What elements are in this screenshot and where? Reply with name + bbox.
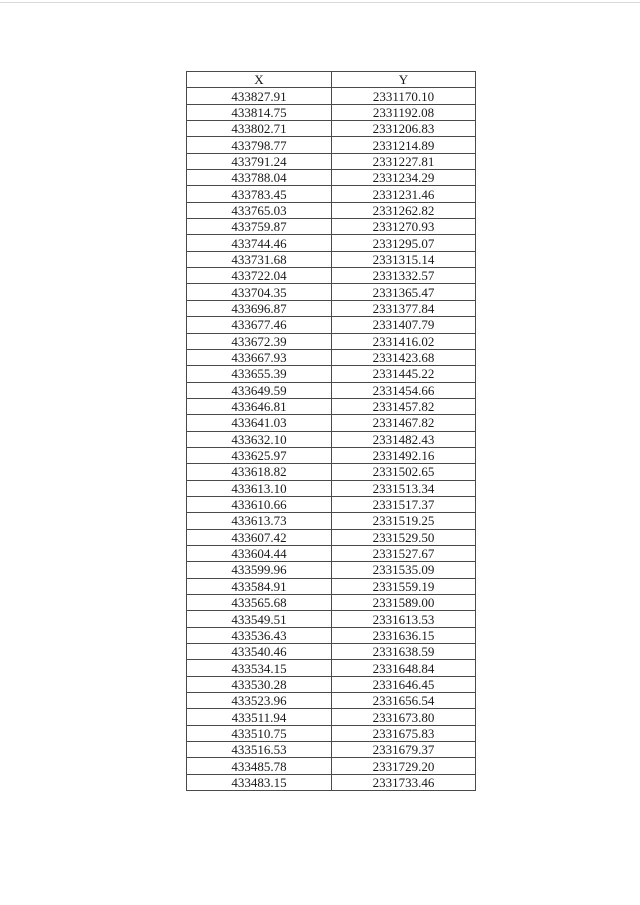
y-coordinate-cell: 2331559.19 [332,578,476,594]
y-coordinate-cell: 2331679.37 [332,742,476,758]
table-row [187,415,476,431]
y-coordinate-cell: 2331234.29 [332,170,476,186]
y-coordinate-cell: 2331377.84 [332,300,476,316]
y-coordinate-cell: 2331733.46 [332,774,476,790]
coordinate-table [186,71,476,791]
y-coordinate-cell: 2331454.66 [332,382,476,398]
table-row [187,595,476,611]
page-top-edge [0,2,640,3]
table-row [187,627,476,643]
table-row [187,709,476,725]
y-coordinate-cell: 2331729.20 [332,758,476,774]
y-coordinate-cell: 2331535.09 [332,562,476,578]
x-coordinate-cell: 433618.82 [187,464,332,480]
y-coordinate-cell: 2331675.83 [332,725,476,741]
x-coordinate-cell: 433788.04 [187,170,332,186]
table-row [187,317,476,333]
x-coordinate-cell: 433667.93 [187,349,332,365]
x-coordinate-cell: 433814.75 [187,104,332,120]
y-coordinate-cell: 2331673.80 [332,709,476,725]
x-coordinate-cell: 433655.39 [187,366,332,382]
table-row [187,431,476,447]
table-row [187,202,476,218]
table-row [187,349,476,365]
x-coordinate-cell: 433827.91 [187,88,332,104]
table-row [187,578,476,594]
x-coordinate-cell: 433802.71 [187,121,332,137]
y-coordinate-cell: 2331227.81 [332,153,476,169]
y-coordinate-cell: 2331214.89 [332,137,476,153]
y-coordinate-cell: 2331517.37 [332,496,476,512]
table-body [187,88,476,791]
table-row [187,333,476,349]
table-row [187,676,476,692]
x-coordinate-cell: 433641.03 [187,415,332,431]
y-coordinate-cell: 2331416.02 [332,333,476,349]
x-coordinate-cell: 433798.77 [187,137,332,153]
y-coordinate-cell: 2331638.59 [332,644,476,660]
x-coordinate-cell: 433534.15 [187,660,332,676]
table-row [187,464,476,480]
x-coordinate-cell: 433511.94 [187,709,332,725]
table-row [187,513,476,529]
y-coordinate-cell: 2331529.50 [332,529,476,545]
x-coordinate-cell: 433523.96 [187,693,332,709]
y-coordinate-cell: 2331527.67 [332,545,476,561]
x-coordinate-cell: 433485.78 [187,758,332,774]
y-coordinate-cell: 2331482.43 [332,431,476,447]
table-row [187,186,476,202]
x-coordinate-cell: 433610.66 [187,496,332,512]
table-row [187,153,476,169]
y-coordinate-cell: 2331467.82 [332,415,476,431]
x-coordinate-cell: 433483.15 [187,774,332,790]
table-row [187,104,476,120]
x-coordinate-cell: 433613.10 [187,480,332,496]
table-row [187,644,476,660]
y-coordinate-cell: 2331636.15 [332,627,476,643]
y-coordinate-cell: 2331613.53 [332,611,476,627]
table-row [187,774,476,790]
x-coordinate-cell: 433516.53 [187,742,332,758]
table-row [187,268,476,284]
table-row [187,251,476,267]
x-coordinate-cell: 433632.10 [187,431,332,447]
y-coordinate-cell: 2331231.46 [332,186,476,202]
table-row [187,545,476,561]
x-coordinate-cell: 433744.46 [187,235,332,251]
y-coordinate-cell: 2331192.08 [332,104,476,120]
table-row [187,219,476,235]
table-row [187,284,476,300]
table-row [187,235,476,251]
table-row [187,137,476,153]
x-coordinate-cell: 433696.87 [187,300,332,316]
y-coordinate-cell: 2331315.14 [332,251,476,267]
x-coordinate-cell: 433722.04 [187,268,332,284]
y-coordinate-cell: 2331589.00 [332,595,476,611]
y-coordinate-cell: 2331457.82 [332,398,476,414]
y-coordinate-cell: 2331262.82 [332,202,476,218]
y-coordinate-cell: 2331407.79 [332,317,476,333]
x-coordinate-cell: 433759.87 [187,219,332,235]
table-row [187,529,476,545]
table-row [187,170,476,186]
table-row [187,611,476,627]
column-header-y: Y [332,72,476,88]
y-coordinate-cell: 2331502.65 [332,464,476,480]
x-coordinate-cell: 433677.46 [187,317,332,333]
y-coordinate-cell: 2331492.16 [332,447,476,463]
x-coordinate-cell: 433530.28 [187,676,332,692]
x-coordinate-cell: 433765.03 [187,202,332,218]
table-row [187,758,476,774]
y-coordinate-cell: 2331648.84 [332,660,476,676]
table-row [187,562,476,578]
table-row [187,88,476,104]
x-coordinate-cell: 433625.97 [187,447,332,463]
column-header-x: X [187,72,332,88]
y-coordinate-cell: 2331519.25 [332,513,476,529]
x-coordinate-cell: 433704.35 [187,284,332,300]
y-coordinate-cell: 2331206.83 [332,121,476,137]
x-coordinate-cell: 433549.51 [187,611,332,627]
y-coordinate-cell: 2331656.54 [332,693,476,709]
x-coordinate-cell: 433649.59 [187,382,332,398]
y-coordinate-cell: 2331513.34 [332,480,476,496]
y-coordinate-cell: 2331365.47 [332,284,476,300]
table-row [187,742,476,758]
y-coordinate-cell: 2331170.10 [332,88,476,104]
x-coordinate-cell: 433604.44 [187,545,332,561]
x-coordinate-cell: 433783.45 [187,186,332,202]
table-row [187,366,476,382]
table-row [187,693,476,709]
x-coordinate-cell: 433607.42 [187,529,332,545]
table-row [187,300,476,316]
x-coordinate-cell: 433584.91 [187,578,332,594]
table-row [187,398,476,414]
table-header-row [187,72,476,88]
x-coordinate-cell: 433599.96 [187,562,332,578]
table-row [187,121,476,137]
table-row [187,725,476,741]
x-coordinate-cell: 433791.24 [187,153,332,169]
y-coordinate-cell: 2331295.07 [332,235,476,251]
y-coordinate-cell: 2331445.22 [332,366,476,382]
y-coordinate-cell: 2331270.93 [332,219,476,235]
x-coordinate-cell: 433731.68 [187,251,332,267]
y-coordinate-cell: 2331423.68 [332,349,476,365]
y-coordinate-cell: 2331332.57 [332,268,476,284]
x-coordinate-cell: 433646.81 [187,398,332,414]
table-row [187,447,476,463]
x-coordinate-cell: 433540.46 [187,644,332,660]
table-row [187,660,476,676]
x-coordinate-cell: 433536.43 [187,627,332,643]
table-row [187,382,476,398]
y-coordinate-cell: 2331646.45 [332,676,476,692]
x-coordinate-cell: 433672.39 [187,333,332,349]
x-coordinate-cell: 433613.73 [187,513,332,529]
table-row [187,480,476,496]
table-row [187,496,476,512]
x-coordinate-cell: 433565.68 [187,595,332,611]
x-coordinate-cell: 433510.75 [187,725,332,741]
